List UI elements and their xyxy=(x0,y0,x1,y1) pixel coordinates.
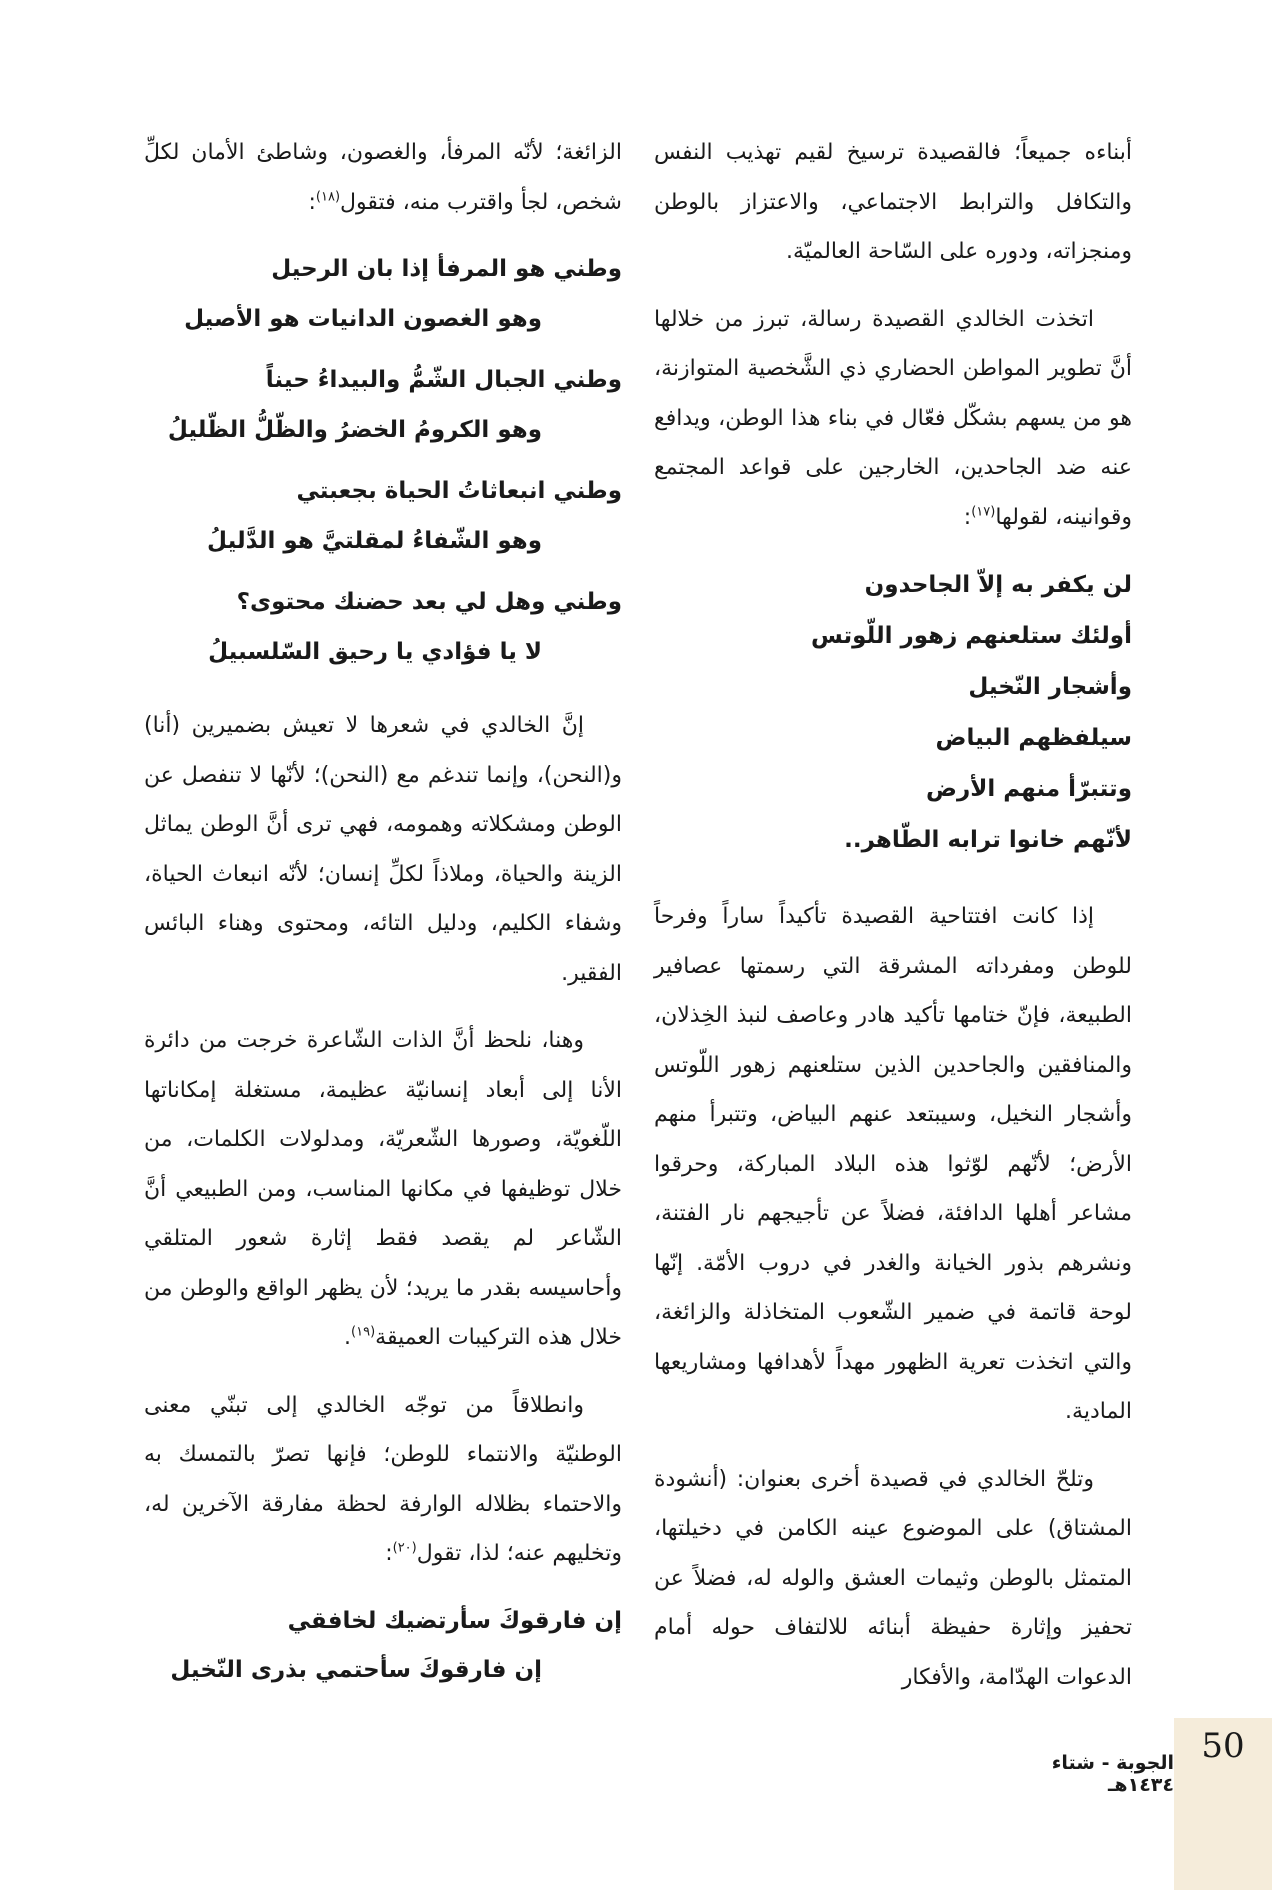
free-verse-line: لن يكفر به إلاّ الجاحدون xyxy=(864,572,1132,598)
verse-line-second: وهو الشّفاءُ لمقلتيَّ هو الدَّليلُ xyxy=(207,527,542,554)
verse-line-first: إن فارقوكَ سأرتضيك لخافقي xyxy=(287,1607,622,1634)
left-paragraph-3-end: . xyxy=(344,1325,352,1350)
left-paragraph-1 xyxy=(144,128,622,227)
free-verse-line: وتتبرّأ منهم الأرض xyxy=(926,776,1132,802)
verse-line-first: وطني الجبال الشّمُّ والبيداءُ حيناً xyxy=(265,367,622,393)
footnote-ref-18: (١٨) xyxy=(315,189,341,205)
left-paragraph-1-end: : xyxy=(308,189,316,215)
right-paragraph-2-end: : xyxy=(963,504,972,530)
left-paragraph-3-text: وهنا، نلحظ أنَّ الذات الشّاعرة خرجت من دائرة الأنا إلى أبعاد إنسانيّة عظيمة، مستغلة إمكاناتها اللّغويّة، وصورها الشّعريّة، ومدلولات الكلمات، من خلال توظيفها في مكانها المناسب، ومن الطبيعي أنَّ الشّاعر لم يقصد فقط إثارة شعور المتلقي وأحاسيسه بقدر ما يريد؛ لأن يظهر الواقع والوطن من خلال هذه التركيبات العميقة xyxy=(144,1028,622,1350)
left-paragraph-4 xyxy=(144,1381,622,1579)
free-verse-block xyxy=(654,560,1132,866)
free-verse-line: وأشجار النّخيل xyxy=(968,674,1132,700)
verse-couplet xyxy=(144,1597,622,1696)
verse-couplet xyxy=(144,578,622,677)
right-column xyxy=(654,128,1132,1720)
verse-line-first: وطني هو المرفأ إذا بان الرحيل xyxy=(271,256,622,282)
left-paragraph-4-end: : xyxy=(385,1541,393,1566)
footnote-ref-17: (١٧) xyxy=(971,504,996,520)
left-paragraph-2: إنَّ الخالدي في شعرها لا تعيش بضميرين (أنا) و(النحن)، وإنما تندغم مع (النحن)؛ لأنّها لا تنفصل عن الوطن ومشكلاته وهمومه، فهي ترى أنَّ الوطن يماثل الزينة والحياة، وملاذاً لكلِّ إنسان؛ لأنّه انبعاث الحياة، وشفاء الكليم، ودليل التائه، ومحتوى وهناء البائس الفقير. xyxy=(144,713,622,986)
free-verse-line: سيلفظهم البياض xyxy=(935,725,1132,751)
free-verse-line: لأنّهم خانوا ترابه الطّاهر.. xyxy=(844,827,1132,853)
left-paragraph-1-text: الزائغة؛ لأنّه المرفأ، والغصون، وشاطئ الأمان لكلِّ شخص، لجأ واقترب منه، فتقول xyxy=(144,140,622,215)
verse-line-first: وطني وهل لي بعد حضنك محتوى؟ xyxy=(236,589,622,615)
left-paragraph-3 xyxy=(144,1016,622,1363)
verse-couplet xyxy=(144,356,622,455)
free-verse-line: أولئك ستلعنهم زهور اللّوتس xyxy=(811,623,1132,649)
right-paragraph-4: وتلحّ الخالدي في قصيدة أخرى بعنوان: (أنشودة المشتاق) على الموضوع عينه الكامن في دخيلتها، المتمثل بالوطن وثيمات العشق والوله له، فضلاً عن تحفيز وإثارة حفيظة أبنائه للالتفاف حوله أمام الدعوات الهدّامة، والأفكار xyxy=(654,1466,1132,1690)
verse-line-second: إن فارقوكَ سأحتمي بذرى النّخيل xyxy=(170,1657,542,1683)
page-number: 50 xyxy=(1201,1726,1245,1766)
verse-line-first: وطني انبعاثاتُ الحياة بجعبتي xyxy=(296,478,622,504)
verse-line-second: وهو الكرومُ الخضرُ والظّلُّ الظّليلُ xyxy=(167,416,542,443)
verse-line-second: لا يا فؤادي يا رحيق السّلسبيلُ xyxy=(208,638,542,665)
verse-couplet xyxy=(144,245,622,344)
right-paragraph-3: إذا كانت افتتاحية القصيدة تأكيداً ساراً وفرحاً للوطن ومفرداته المشرقة التي رسمتها عصافير الطبيعة، فإنّ ختامها تأكيد هادر وعاصف لنبذ الخِذلان، والمنافقين والجاحدين الذين ستلعنهم زهور اللّوتس وأشجار النخيل، وسيبتعد عنهم البياض، وتتبرأ منهم الأرض؛ لأنّهم لوّثوا هذه البلاد المباركة، وحرقوا مشاعر أهلها الدافئة، فضلاً عن تأجيجهم نار الفتنة، ونشرهم بذور الخيانة والغدر في دروب الأمّة. إنّها لوحة قاتمة في ضمير الشّعوب المتخاذلة والزائغة، والتي اتخذت تعرية الظهور مهداً لأهدافها ومشاريعها المادية. xyxy=(654,904,1132,1424)
right-paragraph-1: أبناءه جميعاً؛ فالقصيدة ترسيخ لقيم تهذيب النفس والتكافل والترابط الاجتماعي، والاعتزاز بالوطن ومنجزاته، ودوره على السّاحة العالميّة. xyxy=(654,140,1132,264)
footnote-ref-19: (١٩) xyxy=(351,1324,376,1340)
left-paragraph-4-text: وانطلاقاً من توجّه الخالدي إلى تبنّي معنى الوطنيّة والانتماء للوطن؛ فإنها تصرّ بالتمسك به والاحتماء بظلاله الوارفة لحظة مفارقة الآخرين له، وتخليهم عنه؛ لذا، تقول xyxy=(144,1392,622,1566)
right-paragraph-2-text: اتخذت الخالدي القصيدة رسالة، تبرز من خلالها أنَّ تطوير المواطن الحضاري ذي الشَّخصية المتوازنة، هو من يسهم بشكّل فعّال في بناء هذا الوطن، ويدافع عنه ضد الجاحدين، الخارجين على قواعد المجتمع وقوانينه، لقولها xyxy=(654,306,1132,530)
verse-couplet xyxy=(144,467,622,566)
verse-line-second: وهو الغصون الدانيات هو الأصيل xyxy=(184,305,542,332)
left-column xyxy=(144,128,622,1708)
right-paragraph-2 xyxy=(654,295,1132,543)
running-footer: الجوبة - شتاء ١٤٣٤هـ xyxy=(1051,1752,1174,1796)
footnote-ref-20: (٢٠) xyxy=(392,1540,417,1556)
